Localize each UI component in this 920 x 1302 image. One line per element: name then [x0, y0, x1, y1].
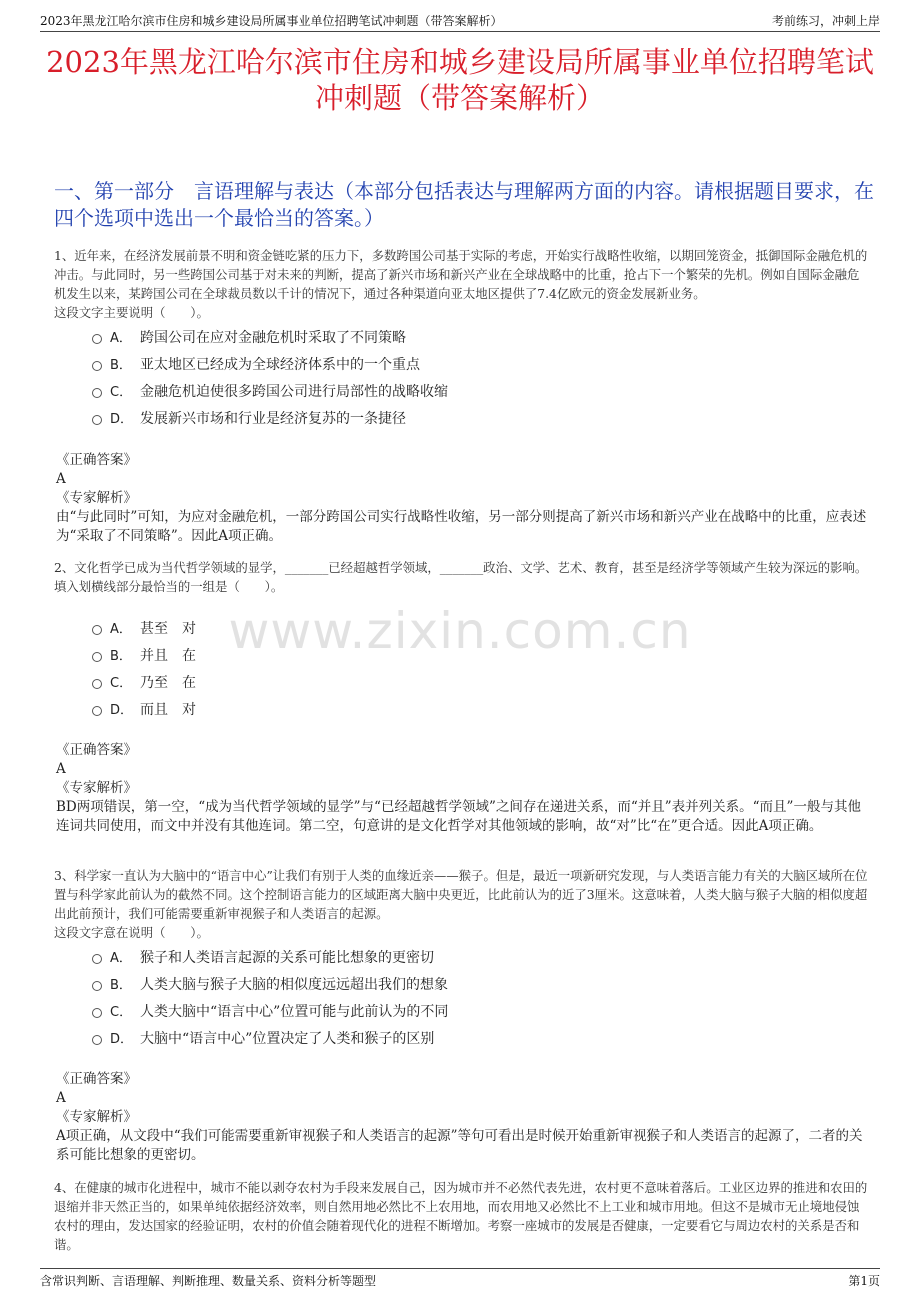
radio-icon[interactable] [92, 981, 102, 991]
radio-icon[interactable] [92, 415, 102, 425]
question-stem: 2、文化哲学已成为当代哲学领域的显学，_______已经超越哲学领域，_______政治、文学、艺术、教育，甚至是经济学等领域产生较为深远的影响。 [54, 560, 868, 575]
page-number: 第1页 [848, 1274, 880, 1288]
question-prompt: 这段文字意在说明（ ）。 [54, 925, 209, 940]
option-c[interactable]: C． 人类大脑中“语言中心”位置可能与此前认为的不同 [92, 997, 868, 1024]
answer-label: 《正确答案》 [56, 452, 137, 468]
option-c[interactable]: C． 乃至 在 [92, 668, 868, 695]
question-1-answer [56, 451, 868, 546]
footer-note: 含常识判断、言语理解、判断推理、数量关系、资料分析等题型 [40, 1274, 377, 1288]
section-heading: 一、第一部分 言语理解与表达（本部分包括表达与理解两方面的内容。请根据题目要求，在四个选项中选出一个最恰当的答案。） [54, 179, 874, 230]
question-stem: 4、在健康的城市化进程中，城市不能以剥夺农村为手段来发展自己，因为城市并不必然代表先进，农村更不意味着落后。工业区边界的推进和农田的退缩并非天然正当的，如果单纯依据经济效率，则自然用地必然比不上农用地，而农用地又必然比不上工业和城市用地。但这不是城市无止境地侵蚀农村的理由，发达国家的经验证明，农村的价值会随着现代化的进程不断增加。考察一座城市的发展是否健康，一定要看它与周边农村的关系是否和谐。 [54, 1180, 868, 1252]
radio-icon[interactable] [92, 388, 102, 398]
document-title: 2023年黑龙江哈尔滨市住房和城乡建设局所属事业单位招聘笔试冲刺题（带答案解析） [46, 45, 874, 115]
question-2 [54, 558, 868, 596]
answer-value: A [56, 471, 66, 487]
header-doc-title: 2023年黑龙江哈尔滨市住房和城乡建设局所属事业单位招聘笔试冲刺题（带答案解析） [40, 14, 503, 28]
radio-icon[interactable] [92, 679, 102, 689]
option-a[interactable]: A． 甚至 对 [92, 614, 868, 641]
answer-label: 《正确答案》 [56, 1071, 137, 1087]
radio-icon[interactable] [92, 361, 102, 371]
option-d[interactable]: D． 而且 对 [92, 695, 868, 722]
analysis-text: A项正确，从文段中“我们可能需要重新审视猴子和人类语言的起源”等句可看出是时候开始重新审视猴子和人类语言的起源了，二者的关系可能比想象的更密切。 [56, 1128, 863, 1163]
question-3-options [92, 943, 868, 1051]
radio-icon[interactable] [92, 1035, 102, 1045]
question-stem: 1、近年来，在经济发展前景不明和资金链吃紧的压力下，多数跨国公司基于实际的考虑，开始实行战略性收缩，以期回笼资金，抵御国际金融危机的冲击。与此同时，另一些跨国公司基于对未来的判断，提高了新兴市场和新兴产业在全球战略中的比重，抢占下一个繁荣的先机。例如自国际金融危机发生以来，某跨国公司在全球裁员数以千计的情况下，通过各种渠道向亚太地区提供了7.4亿欧元的资金发展新业务。 [54, 248, 868, 301]
option-b[interactable]: B． 人类大脑与猴子大脑的相似度远远超出我们的想象 [92, 970, 868, 997]
radio-icon[interactable] [92, 706, 102, 716]
option-c[interactable]: C． 金融危机迫使很多跨国公司进行局部性的战略收缩 [92, 377, 868, 404]
analysis-text: 由“与此同时”可知，为应对金融危机，一部分跨国公司实行战略性收缩，另一部分则提高了新兴市场和新兴产业在战略中的比重，应表述为“采取了不同策略”。因此A项正确。 [56, 509, 867, 544]
option-b[interactable]: B． 亚太地区已经成为全球经济体系中的一个重点 [92, 350, 868, 377]
question-prompt: 这段文字主要说明（ ）。 [54, 305, 209, 320]
radio-icon[interactable] [92, 1008, 102, 1018]
option-d[interactable]: D． 发展新兴市场和行业是经济复苏的一条捷径 [92, 404, 868, 431]
radio-icon[interactable] [92, 334, 102, 344]
radio-icon[interactable] [92, 954, 102, 964]
analysis-label: 《专家解析》 [56, 780, 137, 796]
answer-value: A [56, 1090, 66, 1106]
analysis-label: 《专家解析》 [56, 490, 137, 506]
question-3 [54, 866, 868, 942]
analysis-text: BD两项错误，第一空，“成为当代哲学领域的显学”与“已经超越哲学领域”之间存在递进关系，而“并且”表并列关系。“而且”一般与其他连词共同使用，而文中并没有其他连词。第二空，句意讲的是文化哲学对其他领域的影响，故“对”比“在”更合适。因此A项正确。 [56, 799, 861, 834]
question-prompt: 填入划横线部分最恰当的一组是（ ）。 [54, 579, 284, 594]
question-4 [54, 1178, 868, 1254]
question-1-options [92, 323, 868, 431]
question-1 [54, 246, 868, 322]
footer-rule [40, 1268, 880, 1269]
question-2-options [92, 614, 868, 722]
option-b[interactable]: B． 并且 在 [92, 641, 868, 668]
question-3-answer [56, 1070, 868, 1165]
radio-icon[interactable] [92, 652, 102, 662]
watermark: www.zixin.com.cn [228, 602, 692, 660]
question-2-answer [56, 741, 868, 836]
answer-value: A [56, 761, 66, 777]
radio-icon[interactable] [92, 625, 102, 635]
analysis-label: 《专家解析》 [56, 1109, 137, 1125]
question-stem: 3、科学家一直认为大脑中的“语言中心”让我们有别于人类的血缘近亲——猴子。但是，最近一项新研究发现，与人类语言能力有关的大脑区域所在位置与科学家此前认为的截然不同。这个控制语言能力的区域距离大脑中央更近，比此前认为的近了3厘米。这意味着，人类大脑与猴子大脑的相似度超出此前预计，我们可能需要重新审视猴子和人类语言的起源。 [54, 868, 868, 921]
option-a[interactable]: A． 跨国公司在应对金融危机时采取了不同策略 [92, 323, 868, 350]
header-slogan: 考前练习，冲刺上岸 [771, 14, 880, 28]
header-rule [40, 31, 880, 32]
option-a[interactable]: A． 猴子和人类语言起源的关系可能比想象的更密切 [92, 943, 868, 970]
option-d[interactable]: D． 大脑中“语言中心”位置决定了人类和猴子的区别 [92, 1024, 868, 1051]
answer-label: 《正确答案》 [56, 742, 137, 758]
